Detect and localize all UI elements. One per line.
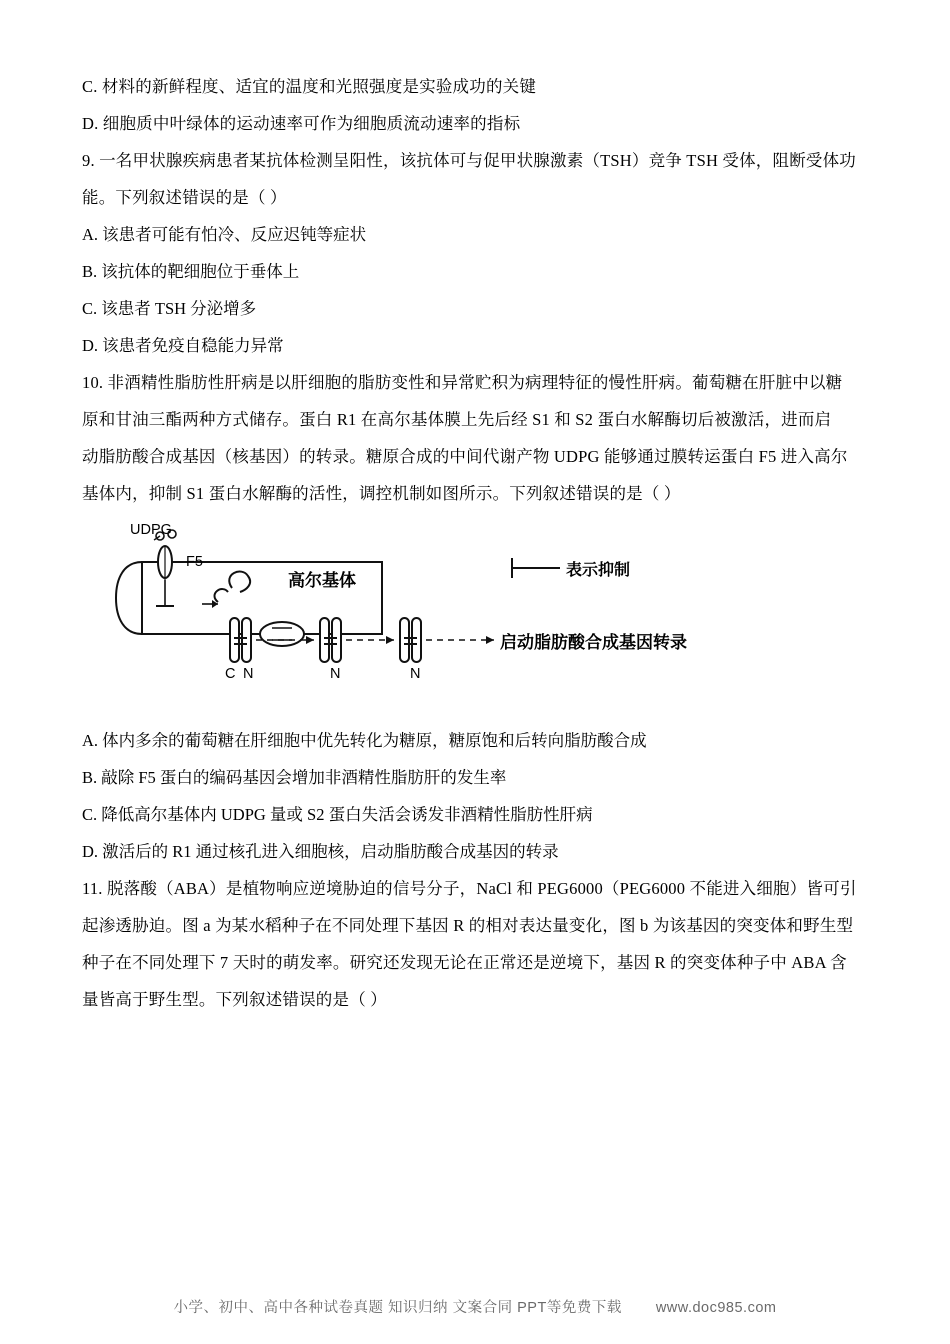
question-10-option-d: D. 激活后的 R1 通过核孔进入细胞核，启动脂肪酸合成基因的转录 <box>82 842 559 861</box>
question-11-stem-line-2: 起渗透胁迫。图 a 为某水稻种子在不同处理下基因 R 的相对表达量变化，图 b 为该基因的突变体和野生型 <box>82 916 854 935</box>
document-content <box>82 68 868 1018</box>
question-11-stem-line-1: 11. 脱落酸（ABA）是植物响应逆境胁迫的信号分子，NaCl 和 PEG6000（PEG6000 不能进入细胞）皆可引 <box>82 879 857 898</box>
page-footer <box>0 1296 950 1317</box>
golgi-regulation-figure <box>82 518 868 718</box>
question-10-option-c: C. 降低高尔基体内 UDPG 量或 S2 蛋白失活会诱发非酒精性脂肪性肝病 <box>82 805 593 824</box>
question-10-option-a: A. 体内多余的葡萄糖在肝细胞中优先转化为糖原，糖原饱和后转向脂肪酸合成 <box>82 731 647 750</box>
question-10-stem-line-4: 基体内，抑制 S1 蛋白水解酶的活性，调控机制如图所示。下列叙述错误的是（ ） <box>82 484 681 503</box>
option-line-d: D. 细胞质中叶绿体的运动速率可作为细胞质流动速率的指标 <box>82 114 521 133</box>
figure-label-udpg: UDPG <box>130 522 172 538</box>
figure-label-c: C <box>225 666 236 682</box>
option-line-c: C. 材料的新鲜程度、适宜的温度和光照强度是实验成功的关键 <box>82 77 537 96</box>
figure-drawing <box>82 518 868 718</box>
figure-label-golgi: 高尔基体 <box>288 571 356 590</box>
figure-label-n3: N <box>410 666 421 682</box>
question-11-stem-line-4: 量皆高于野生型。下列叙述错误的是（ ） <box>82 990 387 1009</box>
question-9-stem-line-1: 9. 一名甲状腺疾病患者某抗体检测呈阳性，该抗体可与促甲状腺激素（TSH）竞争 TSH 受体，阻断受体功 <box>82 151 856 170</box>
question-9-option-d: D. 该患者免疫自稳能力异常 <box>82 336 284 355</box>
question-10-option-b: B. 敲除 F5 蛋白的编码基因会增加非酒精性脂肪肝的发生率 <box>82 768 507 787</box>
question-11-stem-line-3: 种子在不同处理下 7 天时的萌发率。研究还发现无论在正常还是逆境下，基因 R 的突变体种子中 ABA 含 <box>82 953 847 972</box>
figure-label-output: 启动脂肪酸合成基因转录 <box>500 633 687 652</box>
figure-label-inhibit: 表示抑制 <box>566 562 631 579</box>
question-9-option-b: B. 该抗体的靶细胞位于垂体上 <box>82 262 300 281</box>
question-10-stem-line-2: 原和甘油三酯两种方式储存。蛋白 R1 在高尔基体膜上先后经 S1 和 S2 蛋白水解酶切后被激活，进而启 <box>82 410 832 429</box>
footer-site: www.doc985.com <box>655 1300 777 1316</box>
question-9-option-c: C. 该患者 TSH 分泌增多 <box>82 299 257 318</box>
footer-text: 小学、初中、高中各种试卷真题 知识归纳 文案合同 PPT等免费下载 <box>173 1300 622 1316</box>
question-10-stem-line-3: 动脂肪酸合成基因（核基因）的转录。糖原合成的中间代谢产物 UDPG 能够通过膜转运蛋白 F5 进入高尔 <box>82 447 848 466</box>
question-9-option-a: A. 该患者可能有怕冷、反应迟钝等症状 <box>82 225 367 244</box>
figure-label-n1: N <box>243 666 254 682</box>
question-10-stem-line-1: 10. 非酒精性脂肪性肝病是以肝细胞的脂肪变性和异常贮积为病理特征的慢性肝病。葡萄糖在肝脏中以糖 <box>82 373 843 392</box>
figure-label-f5: F5 <box>186 554 203 570</box>
figure-label-n2: N <box>330 666 341 682</box>
question-9-stem-line-2: 能。下列叙述错误的是（ ） <box>82 188 287 207</box>
